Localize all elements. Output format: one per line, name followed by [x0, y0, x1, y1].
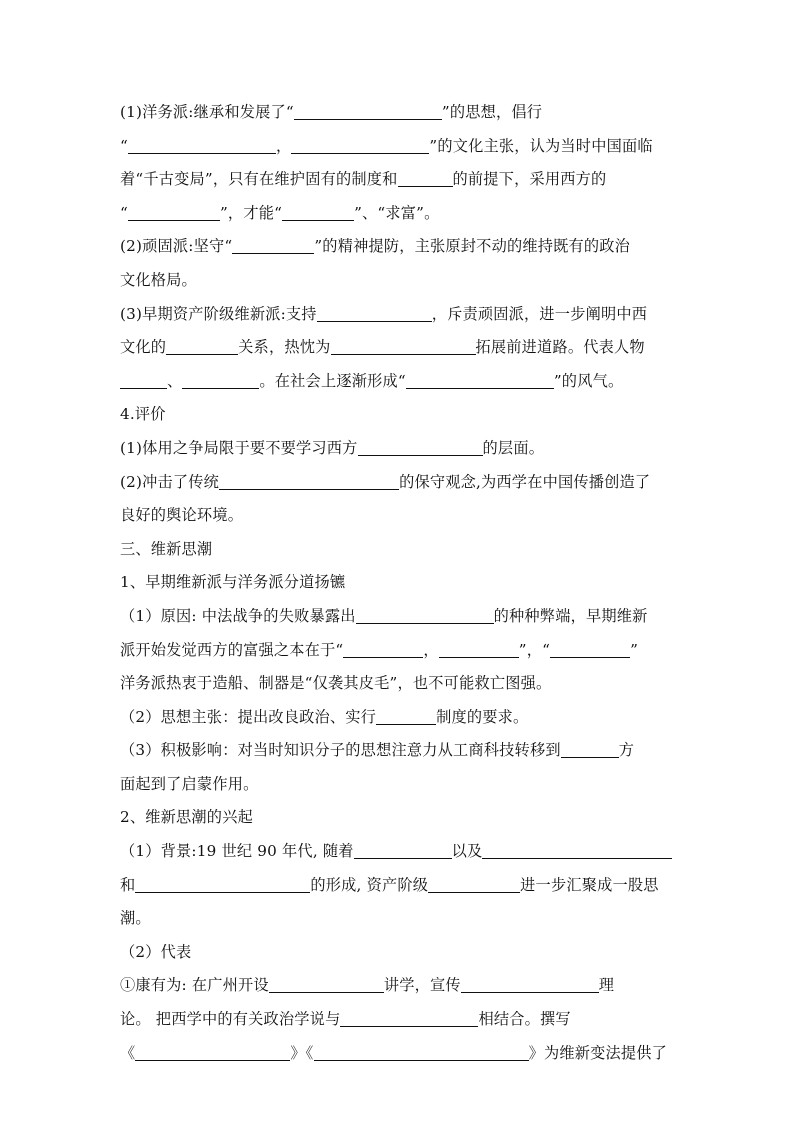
text-segment: 文化格局。: [120, 270, 197, 289]
text-segment: 4.评价: [120, 405, 166, 424]
text-segment: 讲学，宣传: [383, 976, 461, 995]
text-segment: ”，“: [518, 640, 551, 659]
text-segment: 着“千古变局”，只有在维护固有的制度和: [120, 170, 398, 189]
text-line: [120, 432, 676, 466]
fill-blank[interactable]: [358, 440, 483, 456]
fill-blank[interactable]: [128, 205, 220, 221]
text-line: [120, 768, 676, 802]
text-segment: 的前提下，采用西方的: [452, 170, 607, 189]
text-line: [120, 197, 676, 231]
fill-blank[interactable]: [182, 373, 259, 389]
text-line: [120, 264, 676, 298]
text-line: [120, 734, 676, 768]
fill-blank[interactable]: [376, 709, 436, 725]
text-segment: 面起到了启蒙作用。: [120, 774, 259, 793]
text-segment: ①康有为: 在广州开设: [120, 976, 269, 995]
text-line: [120, 466, 676, 500]
text-segment: ”的风气。: [553, 371, 624, 390]
text-segment: 和: [120, 875, 136, 894]
worksheet-body: [120, 96, 676, 1070]
fill-blank[interactable]: [482, 843, 672, 859]
text-segment: ”: [630, 640, 639, 659]
fill-blank[interactable]: [439, 642, 519, 658]
fill-blank[interactable]: [120, 373, 167, 389]
text-line: [120, 130, 676, 164]
fill-blank[interactable]: [406, 373, 554, 389]
text-segment: 论。 把西学中的有关政治学说与: [120, 1010, 341, 1029]
text-segment: 的保守观念,为西学在中国传播创造了: [399, 472, 651, 491]
text-line: [120, 936, 676, 970]
text-segment: （1）原因: 中法战争的失败暴露出: [120, 606, 356, 625]
section-heading: [120, 398, 676, 432]
text-segment: ，: [423, 640, 439, 659]
text-line: [120, 969, 676, 1003]
text-segment: 理: [598, 976, 615, 995]
text-segment: “: [120, 136, 128, 155]
text-segment: (2)顽固派:坚守“: [120, 237, 233, 256]
text-segment: （3）积极影响：对当时知识分子的思想注意力从工商科技转移到: [120, 741, 561, 760]
text-line: [120, 96, 676, 130]
text-segment: ，: [275, 136, 292, 155]
text-segment: 相结合。撰写: [478, 1010, 571, 1029]
fill-blank[interactable]: [219, 474, 399, 490]
text-segment: 文化的: [120, 338, 167, 357]
fill-blank[interactable]: [331, 339, 476, 355]
text-segment: “: [120, 203, 128, 222]
text-segment: ”，才能“: [219, 203, 283, 222]
text-segment: ”的精神提防，主张原封不动的维持既有的政治: [314, 237, 631, 256]
text-segment: 派开始发觉西方的富强之本在于“: [120, 640, 344, 659]
fill-blank[interactable]: [340, 1011, 478, 1027]
text-segment: 良好的舆论环境。: [120, 506, 244, 525]
text-segment: 的种种弊端，早期维新: [493, 606, 648, 625]
text-segment: 》《: [290, 1043, 314, 1062]
text-line: [120, 1037, 676, 1071]
text-segment: 。在社会上逐渐形成“: [259, 371, 406, 390]
fill-blank[interactable]: [317, 306, 432, 322]
text-segment: 以及: [451, 842, 483, 861]
text-line: [120, 365, 676, 399]
fill-blank[interactable]: [128, 138, 276, 154]
text-segment: 》为维新变法提供了: [528, 1043, 668, 1062]
text-segment: 拓展前进道路。代表人物: [475, 338, 645, 357]
text-line: [120, 1003, 676, 1037]
text-line: [120, 298, 676, 332]
text-line: [120, 701, 676, 735]
text-segment: （1）背景:19 世纪 90 年代, 随着: [120, 842, 354, 861]
text-segment: 《: [120, 1043, 136, 1062]
text-segment: 进一步汇聚成一股思: [520, 875, 659, 894]
text-segment: 1、早期维新派与洋务派分道扬镳: [120, 573, 346, 592]
text-segment: 、: [167, 371, 183, 390]
fill-blank[interactable]: [232, 238, 314, 254]
fill-blank[interactable]: [294, 104, 442, 120]
text-segment: (3)早期资产阶级维新派:支持: [120, 304, 317, 323]
text-line: [120, 667, 676, 701]
text-segment: ”的文化主张，认为当时中国面临: [429, 136, 653, 155]
fill-blank[interactable]: [354, 843, 452, 859]
text-line: [120, 634, 676, 668]
fill-blank[interactable]: [461, 977, 599, 993]
fill-blank[interactable]: [166, 339, 238, 355]
fill-blank[interactable]: [314, 1045, 529, 1061]
text-segment: 洋务派热衷于造船、制器是“仅袭其皮毛”，也不可能救亡图强。: [120, 674, 552, 693]
subsection-heading: [120, 566, 676, 600]
fill-blank[interactable]: [398, 171, 453, 187]
text-segment: 三、维新思潮: [120, 539, 213, 558]
text-segment: 2、维新思潮的兴起: [120, 808, 253, 827]
text-segment: (1)体用之争局限于要不要学习西方: [120, 438, 358, 457]
fill-blank[interactable]: [135, 877, 310, 893]
text-segment: ”的思想，倡行: [441, 103, 543, 121]
text-segment: （2）代表: [120, 942, 192, 961]
text-line: [120, 331, 676, 365]
text-segment: (2)冲击了传统: [120, 472, 220, 491]
text-line: [120, 902, 676, 936]
text-segment: (1)洋务派:继承和发展了“: [120, 103, 294, 121]
text-segment: 制度的要求。: [436, 707, 529, 726]
fill-blank[interactable]: [356, 608, 494, 624]
text-segment: 的形成, 资产阶级: [310, 875, 429, 894]
text-segment: 的层面。: [482, 438, 545, 457]
fill-blank[interactable]: [282, 205, 354, 221]
subsection-heading: [120, 801, 676, 835]
text-line: [120, 600, 676, 634]
fill-blank[interactable]: [269, 977, 384, 993]
section-heading: [120, 533, 676, 567]
text-segment: 方: [618, 741, 635, 760]
fill-blank[interactable]: [561, 742, 619, 758]
text-segment: 关系，热忱为: [238, 338, 331, 357]
text-segment: ”、“求富”。: [354, 203, 440, 222]
text-line: [120, 835, 676, 869]
text-line: [120, 163, 676, 197]
text-segment: ，斥责顽固派，进一步阐明中西: [431, 304, 648, 323]
fill-blank[interactable]: [428, 877, 520, 893]
text-line: [120, 869, 676, 903]
fill-blank[interactable]: [550, 642, 630, 658]
fill-blank[interactable]: [291, 138, 429, 154]
text-segment: 潮。: [120, 909, 151, 928]
fill-blank[interactable]: [343, 642, 423, 658]
text-segment: （2）思想主张：提出改良政治、实行: [120, 707, 377, 726]
text-line: [120, 230, 676, 264]
fill-blank[interactable]: [135, 1045, 290, 1061]
text-line: [120, 499, 676, 533]
